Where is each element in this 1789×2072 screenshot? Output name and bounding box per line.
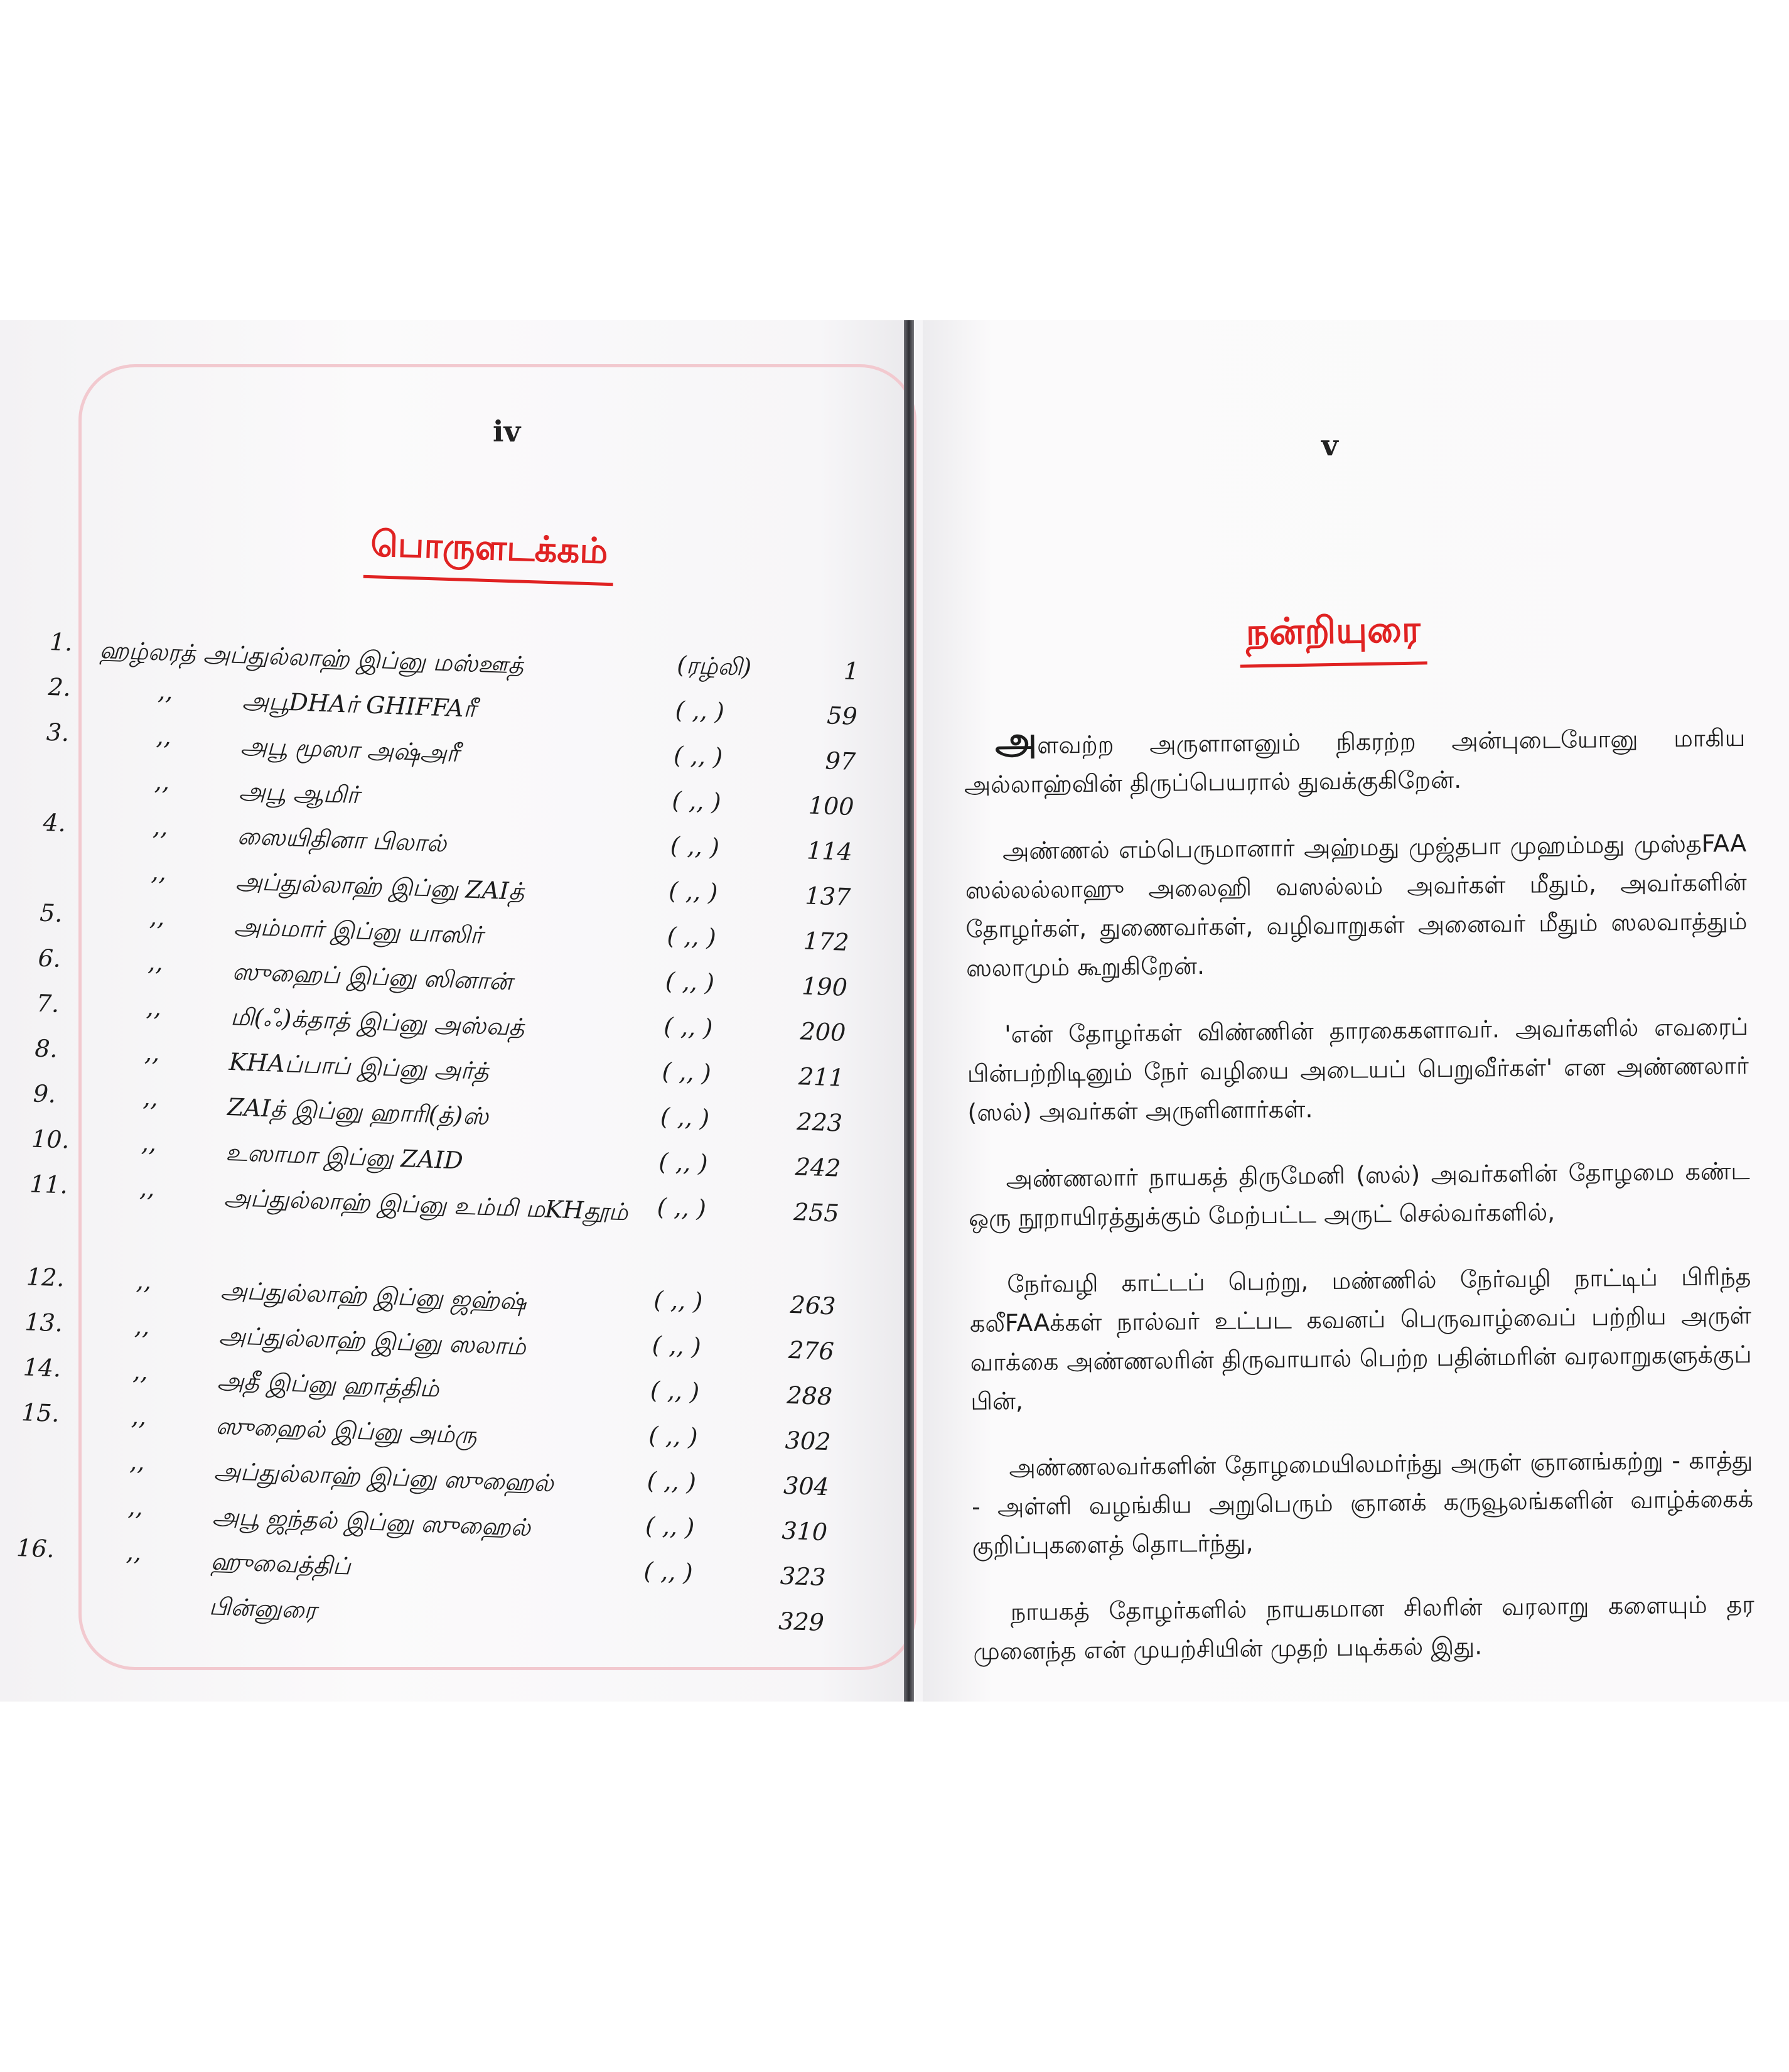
toc-entry-title: ஹழ்லரத் அப்துல்லாஹ் இப்னு மஸ்ஊத்	[99, 635, 524, 679]
toc-entry-page: 304	[783, 1471, 830, 1501]
toc-entry-honorific: ( ,, )	[651, 1330, 702, 1361]
toc-entry-number: 3.	[46, 718, 70, 747]
toc-entry-honorific: ( ,, )	[653, 1285, 704, 1315]
toc-entry-number: 16.	[16, 1534, 55, 1563]
toc-entry-number: 4.	[42, 808, 67, 838]
toc-entry-title: அபூ ஆமிர்	[238, 777, 360, 809]
toc-entry-title: உஸாமா இப்னு ZAID	[225, 1138, 464, 1175]
toc-entry-page: 223	[796, 1108, 843, 1137]
toc-entry-number: 8.	[34, 1034, 58, 1063]
toc-entry-ditto: ,,	[154, 767, 171, 796]
toc-entry-page: 114	[806, 836, 853, 866]
toc-entry-ditto: ,,	[149, 903, 166, 931]
toc-entry-honorific: ( ,, )	[657, 1193, 707, 1222]
toc-entry-title: அதீ இப்னு ஹாத்திம்	[217, 1366, 440, 1403]
toc-entry-page: 323	[780, 1562, 827, 1592]
toc-entry-title: அபூ ஜந்தல் இப்னு ஸுஹைல்	[212, 1502, 531, 1541]
toc-entry-ditto: ,,	[127, 1492, 144, 1521]
toc-entry-page: 1	[843, 657, 860, 686]
toc-entry-number: 2.	[47, 672, 72, 702]
toc-entry-number: 10.	[31, 1125, 70, 1154]
paragraph: அண்ணலார் நாயகத் திருமேனி (ஸல்) அவர்களின் தோழமை கண்ட ஒரு நூறாயிரத்துக்கும் மேற்பட்ட அருட் செல்வர்களில்,	[969, 1157, 1750, 1232]
toc-entry-title: அப்துல்லாஹ் இப்னு ZAIத்	[235, 867, 525, 905]
toc-entry-page: 137	[804, 882, 851, 911]
table-of-contents	[14, 628, 866, 1654]
book-spread	[0, 320, 1789, 1702]
paragraph: நேர்வழி காட்டப் பெற்று, மண்ணில் நேர்வழி நாட்டிப் பிரிந்த கலீFAAக்கள் நால்வர் உட்பட கவனப் பெருவாழ்வைப் பற்றிய அருள் வாக்கை அண்ணலரின் திருவாயால் பெற்ற பதின்மரின் வரலாறுகளுக்குப் பின்,	[969, 1262, 1752, 1415]
toc-entry-page: 329	[778, 1607, 825, 1637]
toc-entry-number: 6.	[37, 944, 62, 973]
toc-entry-honorific: ( ,, )	[658, 1148, 709, 1177]
toc-entry-ditto: ,,	[147, 948, 164, 976]
toc-entry-honorific: ( ,, )	[645, 1511, 695, 1541]
contents-heading: பொருளடக்கம்	[363, 524, 615, 586]
book-spine	[904, 320, 914, 1702]
toc-entry-page: 242	[795, 1153, 842, 1182]
toc-entry-honorific: ( ,, )	[665, 967, 715, 997]
toc-entry-honorific: ( ,, )	[661, 1057, 712, 1087]
toc-entry-honorific: ( ,, )	[663, 1012, 714, 1042]
paragraph: அண்ணலவர்களின் தோழமையிலமர்ந்து அருள் ஞானங்கற்று - காத்து - அள்ளி வழங்கிய அறுபெரும் ஞானக் கருவூலங்களின் வாழ்க்கைக் குறிப்புகளைத் தொடர்ந்து,	[971, 1445, 1754, 1560]
toc-entry-title: ஸையிதினா பிலால்	[237, 822, 447, 858]
paragraph: நாயகத் தோழர்களில் நாயகமான சிலரின் வரலாறு களையும் தர முனைந்த என் முயற்சியின் முதற் படிக்கல் இது.	[973, 1590, 1755, 1665]
paragraph-text: ளவற்ற அருளாளனும் நிகரற்ற அன்புடையோனு மாகிய அல்லாஹ்வின் திருப்பெயரால் துவக்குகிறேன்.	[964, 723, 1746, 799]
toc-entry-number: 1.	[49, 628, 73, 657]
toc-entry-title: அப்துல்லாஹ் இப்னு உம்மி மKHதூம்	[223, 1183, 629, 1226]
toc-entry-page: 97	[824, 747, 856, 776]
toc-entry-page: 255	[793, 1198, 840, 1228]
toc-entry-page: 288	[786, 1381, 833, 1411]
toc-entry-title: அப்துல்லாஹ் இப்னு ஸலாம்	[218, 1321, 527, 1361]
toc-entry-title: அப்துல்லாஹ் இப்னு ஸுஹைல்	[213, 1457, 554, 1497]
toc-entry-title: அப்துல்லாஹ் இப்னு ஜஹ்ஷ்	[220, 1276, 527, 1315]
toc-entry-ditto: ,,	[151, 858, 167, 887]
toc-entry-title: அம்மார் இப்னு யாஸிர்	[233, 912, 483, 949]
toc-entry-title: ஸுஹைப் இப்னு ஸினான்	[232, 958, 513, 996]
toc-entry-page: 263	[789, 1290, 837, 1320]
toc-entry-honorific: ( ,, )	[666, 922, 717, 952]
toc-entry-page: 310	[781, 1516, 828, 1546]
toc-entry-ditto: ,,	[157, 677, 174, 706]
toc-entry-ditto: ,,	[134, 1312, 151, 1341]
toc-entry-number: 14.	[23, 1353, 62, 1383]
toc-entry-title: ZAIத் இப்னு ஹாரி(த்)ஸ்	[227, 1093, 489, 1131]
toc-entry-number: 7.	[36, 989, 60, 1018]
toc-entry-honorific: ( ,, )	[650, 1376, 700, 1406]
toc-entry-ditto: ,,	[155, 722, 172, 751]
toc-entry-honorific: ( ,, )	[675, 696, 725, 726]
toc-entry-ditto: ,,	[142, 1083, 159, 1112]
toc-entry-number: 11.	[29, 1170, 68, 1199]
toc-entry-page: 190	[801, 972, 848, 1001]
toc-entry-title: மி(ஃ)க்தாத் இப்னு அஸ்வத்	[230, 1002, 525, 1042]
toc-entry-ditto: ,,	[146, 993, 162, 1022]
toc-entry-page: 172	[803, 927, 850, 956]
toc-entry-number: 12.	[26, 1263, 65, 1292]
toc-entry-ditto: ,,	[131, 1402, 148, 1431]
toc-entry-number: 15.	[21, 1398, 60, 1428]
page-number-left: iv	[493, 414, 521, 448]
toc-entry-page: 276	[788, 1335, 835, 1366]
toc-entry-honorific: ( ,, )	[648, 1421, 699, 1451]
drop-cap: அ	[994, 718, 1038, 764]
toc-entry-page: 302	[785, 1426, 832, 1456]
toc-entry-ditto: ,,	[136, 1266, 152, 1295]
toc-entry-ditto: ,,	[152, 812, 169, 841]
toc-entry-title: பின்னுரை	[208, 1592, 317, 1624]
left-page	[0, 320, 910, 1702]
toc-entry-honorific: (ரழ்லி)	[676, 650, 752, 681]
toc-entry-page: 200	[799, 1017, 847, 1047]
toc-entry-ditto: ,,	[141, 1128, 158, 1157]
toc-entry-title: அபூDHAர் GHIFFAரீ	[242, 686, 476, 723]
acknowledgement-body	[964, 714, 1755, 1698]
toc-entry-ditto: ,,	[144, 1038, 161, 1067]
toc-entry-page: 211	[798, 1062, 845, 1092]
paragraph	[964, 714, 1746, 804]
toc-entry-ditto: ,,	[129, 1447, 146, 1476]
toc-entry-number: 9.	[33, 1079, 56, 1108]
toc-entry-ditto: ,,	[139, 1174, 156, 1202]
toc-entry-honorific: ( ,, )	[673, 741, 723, 771]
toc-entry-page: 100	[808, 791, 855, 821]
paragraph: 'என் தோழர்கள் விண்ணின் தாரகைகளாவர். அவர்களில் எவரைப் பின்பற்றிடினும் நேர் வழியை அடையப் பெறுவீர்கள்' என அண்ணலார் (ஸல்) அவர்கள் அருளினார்கள்.	[967, 1012, 1749, 1126]
toc-entry-ditto: ,,	[132, 1357, 149, 1386]
toc-entry-honorific: ( ,, )	[670, 831, 720, 861]
toc-entry-title: KHAப்பாப் இப்னு அர்த்	[228, 1047, 490, 1086]
toc-entry-number: 5.	[39, 898, 63, 928]
toc-entry-honorific: ( ,, )	[643, 1557, 694, 1587]
toc-entry-honorific: ( ,, )	[668, 877, 719, 907]
toc-entry-page: 59	[826, 701, 858, 731]
toc-entry-title: அபூ மூஸா அஷ்அரீ	[240, 731, 459, 767]
toc-entry-honorific: ( ,, )	[660, 1103, 710, 1132]
toc-entry-honorific: ( ,, )	[647, 1466, 697, 1496]
toc-entry-ditto: ,,	[126, 1538, 142, 1567]
toc-entry-title: ஹுவைத்திப்	[210, 1547, 352, 1580]
toc-entry-title: ஸுஹைல் இப்னு அம்ரு	[215, 1411, 478, 1449]
page-number-right: v	[1321, 428, 1338, 462]
toc-entry-number: 13.	[24, 1308, 63, 1337]
paragraph: அண்ணல் எம்பெருமானார் அஹ்மது முஜ்தபா முஹம்மது முஸ்தFAA ஸல்லல்லாஹு அலைஹி வஸல்லம் அவர்கள் மீதும், அவர்களின் தோழர்கள், துணைவர்கள், வழிவாறுகள் அனைவர் மீதும் ஸலவாத்தும் ஸலாமும் கூறுகிறேன்.	[965, 829, 1748, 982]
toc-entry-honorific: ( ,, )	[671, 786, 722, 816]
acknowledgement-heading: நன்றியுரை	[1239, 607, 1427, 667]
